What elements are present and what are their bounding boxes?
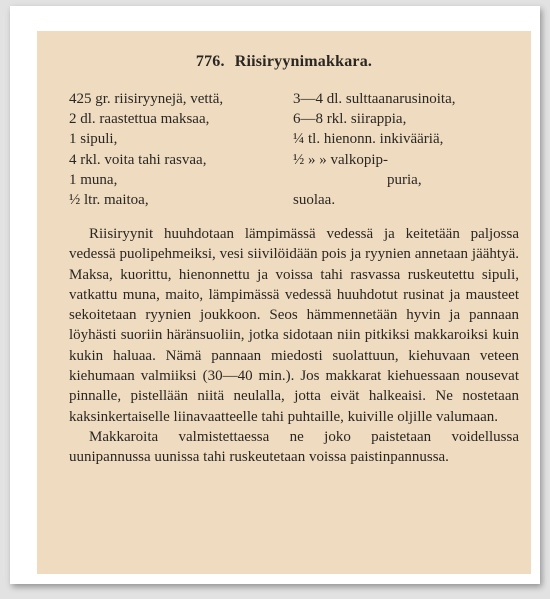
instruction-paragraph: Riisiryynit huuhdotaan lämpimässä vedessä ja keitetään paljossa vedessä puolipehmeiksi, vesi siivilöidään pois ja ryynien annetaan jäähtyä. Maksa, kuorittu, hienonnettu ja voissa tahi rasvassa ruskeutettu sipuli, vatkattu muna, maito, lämpimässä vedessä huuhdotut rusinat ja mausteet sekoitetaan ryynien joukkoon. Seos hämmennetään hyvin ja pannaan löyhästi suoriin häränsuoliin, jotka sidotaan niin pitkiksi makkaroiksi kuin kukin haluaa. Nämä pannaan miedosti suolattuun, kiehuvaan veteen kiehumaan valmiiksi (30—40 min.). Jos makkarat kiehuessaan nousevat pinnalle, pistellään niitä neulalla, jotta eivät halkeaisi. Ne nostetaan kaksinkertaiselle liinavaatteelle tahi puhtaille, kuiville oljille valumaan. — [69, 226, 519, 425]
ingredient-line: ½ ltr. maitoa, — [69, 191, 149, 208]
ingredients-right-column — [293, 89, 519, 210]
ingredient-line: suolaa. — [293, 191, 336, 208]
ingredient-line: 4 rkl. voita tahi rasvaa, — [69, 151, 207, 168]
ingredient-line: 1 sipuli, — [69, 131, 118, 148]
ingredients-left-column — [69, 89, 297, 210]
ingredient-line: 1 muna, — [69, 171, 118, 188]
ingredient-line: puria, — [387, 171, 422, 188]
recipe-name: Riisiryynimakkara. — [234, 53, 373, 70]
photo-frame — [10, 6, 540, 584]
ingredient-line: 6—8 rkl. siirappia, — [293, 111, 407, 128]
ingredient-line: 2 dl. raastettua maksaa, — [69, 111, 210, 128]
book-page — [37, 31, 531, 574]
instruction-paragraph: Makkaroita valmistettaessa ne joko paistetaan voidellussa uunipannussa uunissa tahi ruskeutetaan voissa paistinpannussa. — [69, 428, 519, 466]
ingredient-line: ¼ tl. hienonn. inkivääriä, — [293, 131, 444, 148]
ingredient-line: ½ » » valkopip- — [293, 151, 388, 168]
ingredient-line: 3—4 dl. sulttaanarusinoita, — [293, 91, 456, 107]
recipe-instructions — [69, 224, 519, 468]
ingredient-line: 425 gr. riisiryynejä, vettä, — [69, 91, 224, 107]
recipe-number: 776. — [195, 53, 225, 70]
recipe-title — [37, 53, 531, 71]
